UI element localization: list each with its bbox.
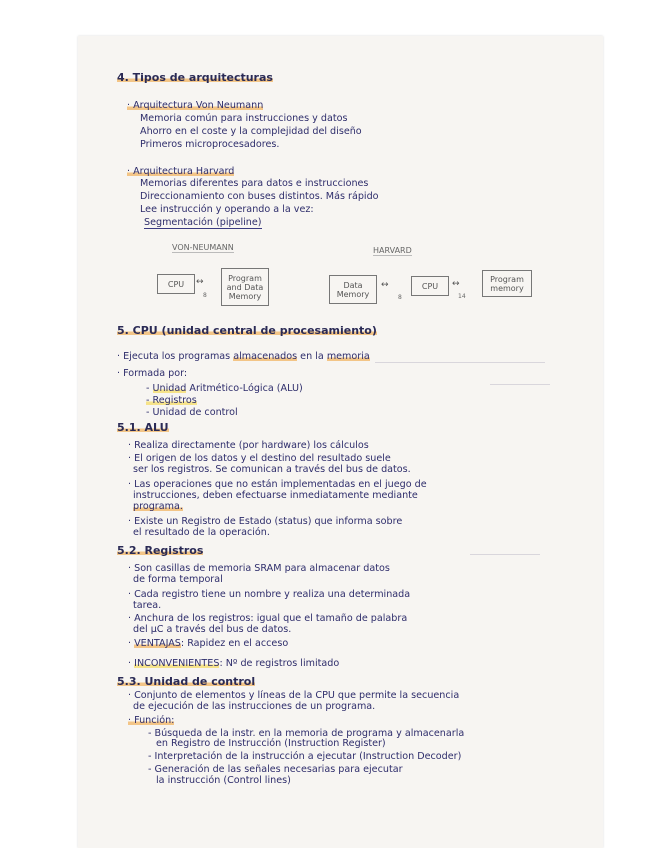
vn-cpu-box (157, 274, 195, 294)
cpu-description: · Ejecuta los programas almacenados en la memoria (117, 351, 370, 362)
harvard-title: · Arquitectura Harvard (127, 166, 235, 177)
formada-por: · Formada por: (117, 368, 188, 379)
section-5-1-title: 5.1. ALU (117, 421, 169, 434)
control-line: · Conjunto de elementos y líneas de la CPU que permite la secuencia (128, 690, 460, 701)
box-label: and Data (226, 282, 264, 292)
registers-line: · Cada registro tiene un nombre y realiza una determinada (128, 589, 411, 600)
advantages-line: · VENTAJAS: Rapidez en el acceso (128, 638, 289, 649)
disadvantages-line: · INCONVENIENTES: Nº de registros limitado (128, 658, 340, 669)
function-label: · Función: (128, 715, 175, 726)
box-label: Memory (228, 291, 262, 301)
registers-line: · Son casillas de memoria SRAM para almacenar datos (128, 563, 390, 574)
hv-item: Direccionamiento con buses distintos. Más rápido (140, 191, 379, 202)
section-5-title: 5. CPU (unidad central de procesamiento) (117, 324, 377, 337)
bus-width: 8 (398, 294, 402, 301)
harvard-label: HARVARD (373, 246, 412, 255)
hv-item: Memorias diferentes para datos e instrucciones (140, 178, 369, 189)
registers-line: · Anchura de los registros: igual que el tamaño de palabra (128, 613, 408, 624)
harvard-cpu-box (411, 276, 449, 296)
vn-memory-box (221, 268, 269, 306)
vn-item: Ahorro en el coste y la complejidad del diseño (140, 126, 362, 137)
bidirectional-arrow-icon: ↔ (381, 280, 389, 290)
alu-line: · Existe un Registro de Estado (status) que informa sobre (128, 516, 403, 527)
alu-line: · Realiza directamente (por hardware) los cálculos (128, 440, 369, 451)
box-label: memory (490, 283, 524, 293)
data-memory-box (329, 275, 377, 304)
box-label: Program (228, 273, 262, 283)
bidirectional-arrow-icon: ↔ (196, 277, 204, 287)
registers-line: del µC a través del bus de datos. (133, 624, 292, 635)
function-item: - Búsqueda de la instr. en la memoria de programa y almacenarla (148, 728, 465, 739)
bleed-line (470, 554, 540, 555)
function-item: en Registro de Instrucción (Instruction Register) (156, 738, 386, 749)
bus-width: 14 (458, 293, 466, 300)
cpu-part: - Registros (146, 395, 197, 406)
vn-item: Memoria común para instrucciones y datos (140, 113, 348, 124)
function-item: la instrucción (Control lines) (156, 775, 291, 786)
function-item: - Generación de las señales necesarias para ejecutar (148, 764, 403, 775)
vn-item: Primeros microprocesadores. (140, 139, 280, 150)
von-neumann-title: · Arquitectura Von Neumann (127, 100, 264, 111)
control-line: de ejecución de las instrucciones de un programa. (133, 701, 376, 712)
function-item: - Interpretación de la instrucción a ejecutar (Instruction Decoder) (148, 751, 462, 762)
bleed-line (375, 362, 545, 363)
cpu-part: - Unidad Aritmético-Lógica (ALU) (146, 383, 303, 394)
program-memory-box (482, 270, 532, 297)
section-4-title: 4. Tipos de arquitecturas (117, 71, 273, 84)
bleed-line (490, 384, 550, 385)
von-neumann-label: VON-NEUMANN (172, 243, 234, 252)
alu-line: · Las operaciones que no están implementadas en el juego de (128, 479, 427, 490)
section-5-3-title: 5.3. Unidad de control (117, 675, 256, 688)
box-label: Memory (336, 289, 370, 299)
alu-line: instrucciones, deben efectuarse inmediatamente mediante (133, 490, 418, 501)
alu-line: el resultado de la operación. (133, 527, 270, 538)
alu-line: programa. (133, 501, 183, 512)
cpu-part: - Unidad de control (146, 407, 238, 418)
registers-line: de forma temporal (133, 574, 223, 585)
cpu-label: CPU (167, 279, 185, 289)
bus-width: 8 (203, 292, 207, 299)
segmentation-note: Segmentación (pipeline) (144, 217, 262, 228)
alu-line: ser los registros. Se comunican a través del bus de datos. (133, 464, 411, 475)
registers-line: tarea. (133, 600, 162, 611)
hv-item: Lee instrucción y operando a la vez: (140, 204, 314, 215)
box-label: Data (343, 280, 363, 290)
section-5-2-title: 5.2. Registros (117, 544, 204, 557)
bidirectional-arrow-icon: ↔ (452, 279, 460, 289)
box-label: Program (490, 274, 524, 284)
cpu-label: CPU (421, 281, 439, 291)
alu-line: · El origen de los datos y el destino del resultado suele (128, 453, 391, 464)
